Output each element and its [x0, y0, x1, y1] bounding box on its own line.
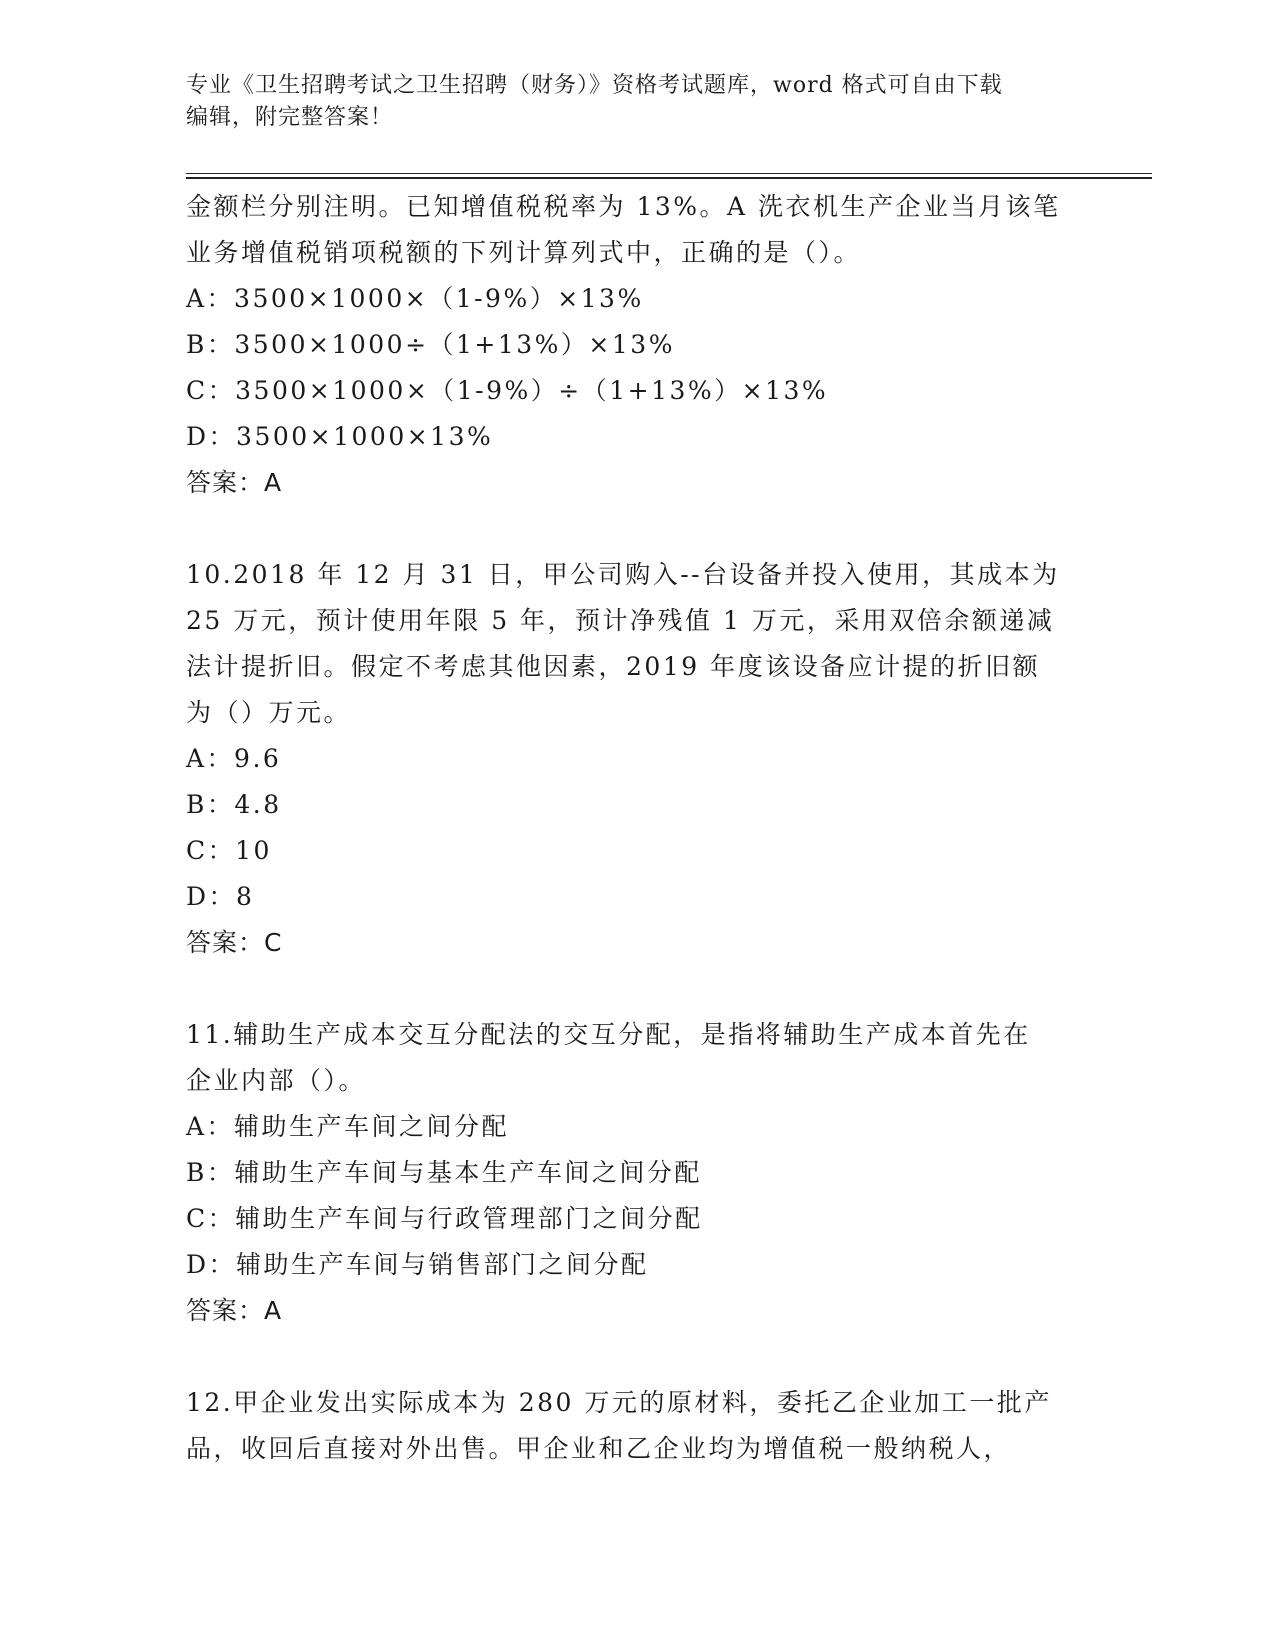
header-line-1: 专业《卫生招聘考试之卫生招聘（财务）》资格考试题库，word 格式可自由下载: [186, 73, 1003, 98]
question-10: [186, 552, 1086, 966]
option-d: D：8: [186, 882, 255, 911]
question-text-line: 25 万元，预计使用年限 5 年，预计净残值 1 万元，采用双倍余额递减: [186, 606, 1055, 635]
question-text-line: 业务增值税销项税额的下列计算列式中，正确的是（）。: [186, 238, 862, 267]
answer-label: 答案：A: [186, 468, 283, 497]
option-b: B：3500×1000÷（1+13%）×13%: [186, 330, 675, 359]
document-body: [186, 184, 1086, 1472]
question-text-line: 企业内部（）。: [186, 1066, 367, 1095]
option-c: C：辅助生产车间与行政管理部门之间分配: [186, 1204, 703, 1233]
question-text-line: 12.甲企业发出实际成本为 280 万元的原材料，委托乙企业加工一批产: [186, 1388, 1052, 1417]
option-d: D：辅助生产车间与销售部门之间分配: [186, 1250, 649, 1279]
option-d: D：3500×1000×13%: [186, 422, 494, 451]
answer-label: 答案：C: [186, 928, 283, 957]
option-c: C：3500×1000×（1-9%）÷（1+13%）×13%: [186, 376, 829, 405]
spacer: [186, 966, 1086, 1012]
question-11: [186, 1012, 1086, 1334]
option-b: B：4.8: [186, 790, 282, 819]
question-text-line: 为（）万元。: [186, 698, 352, 727]
question-text-line: 金额栏分别注明。已知增值税税率为 13%。A 洗衣机生产企业当月该笔: [186, 192, 1061, 221]
spacer: [186, 1334, 1086, 1380]
option-b: B：辅助生产车间与基本生产车间之间分配: [186, 1158, 702, 1187]
header-divider: [186, 173, 1152, 179]
question-text-line: 10.2018 年 12 月 31 日，甲公司购入--台设备并投入使用，其成本为: [186, 560, 1060, 589]
question-text-line: 11.辅助生产成本交互分配法的交互分配，是指将辅助生产成本首先在: [186, 1020, 1031, 1049]
question-12: [186, 1380, 1086, 1472]
answer-label: 答案：A: [186, 1296, 283, 1325]
question-text-line: 品，收回后直接对外出售。甲企业和乙企业均为增值税一般纳税人，: [186, 1434, 1012, 1463]
spacer: [186, 506, 1086, 552]
question-text-line: 法计提折旧。假定不考虑其他因素，2019 年度该设备应计提的折旧额: [186, 652, 1041, 681]
header-line-2: 编辑，附完整答案！: [186, 105, 394, 130]
question-9: [186, 184, 1086, 506]
option-c: C：10: [186, 836, 272, 865]
page-header: [186, 70, 1066, 134]
option-a: A：辅助生产车间之间分配: [186, 1112, 510, 1141]
option-a: A：9.6: [186, 744, 282, 773]
option-a: A：3500×1000×（1-9%）×13%: [186, 284, 644, 313]
